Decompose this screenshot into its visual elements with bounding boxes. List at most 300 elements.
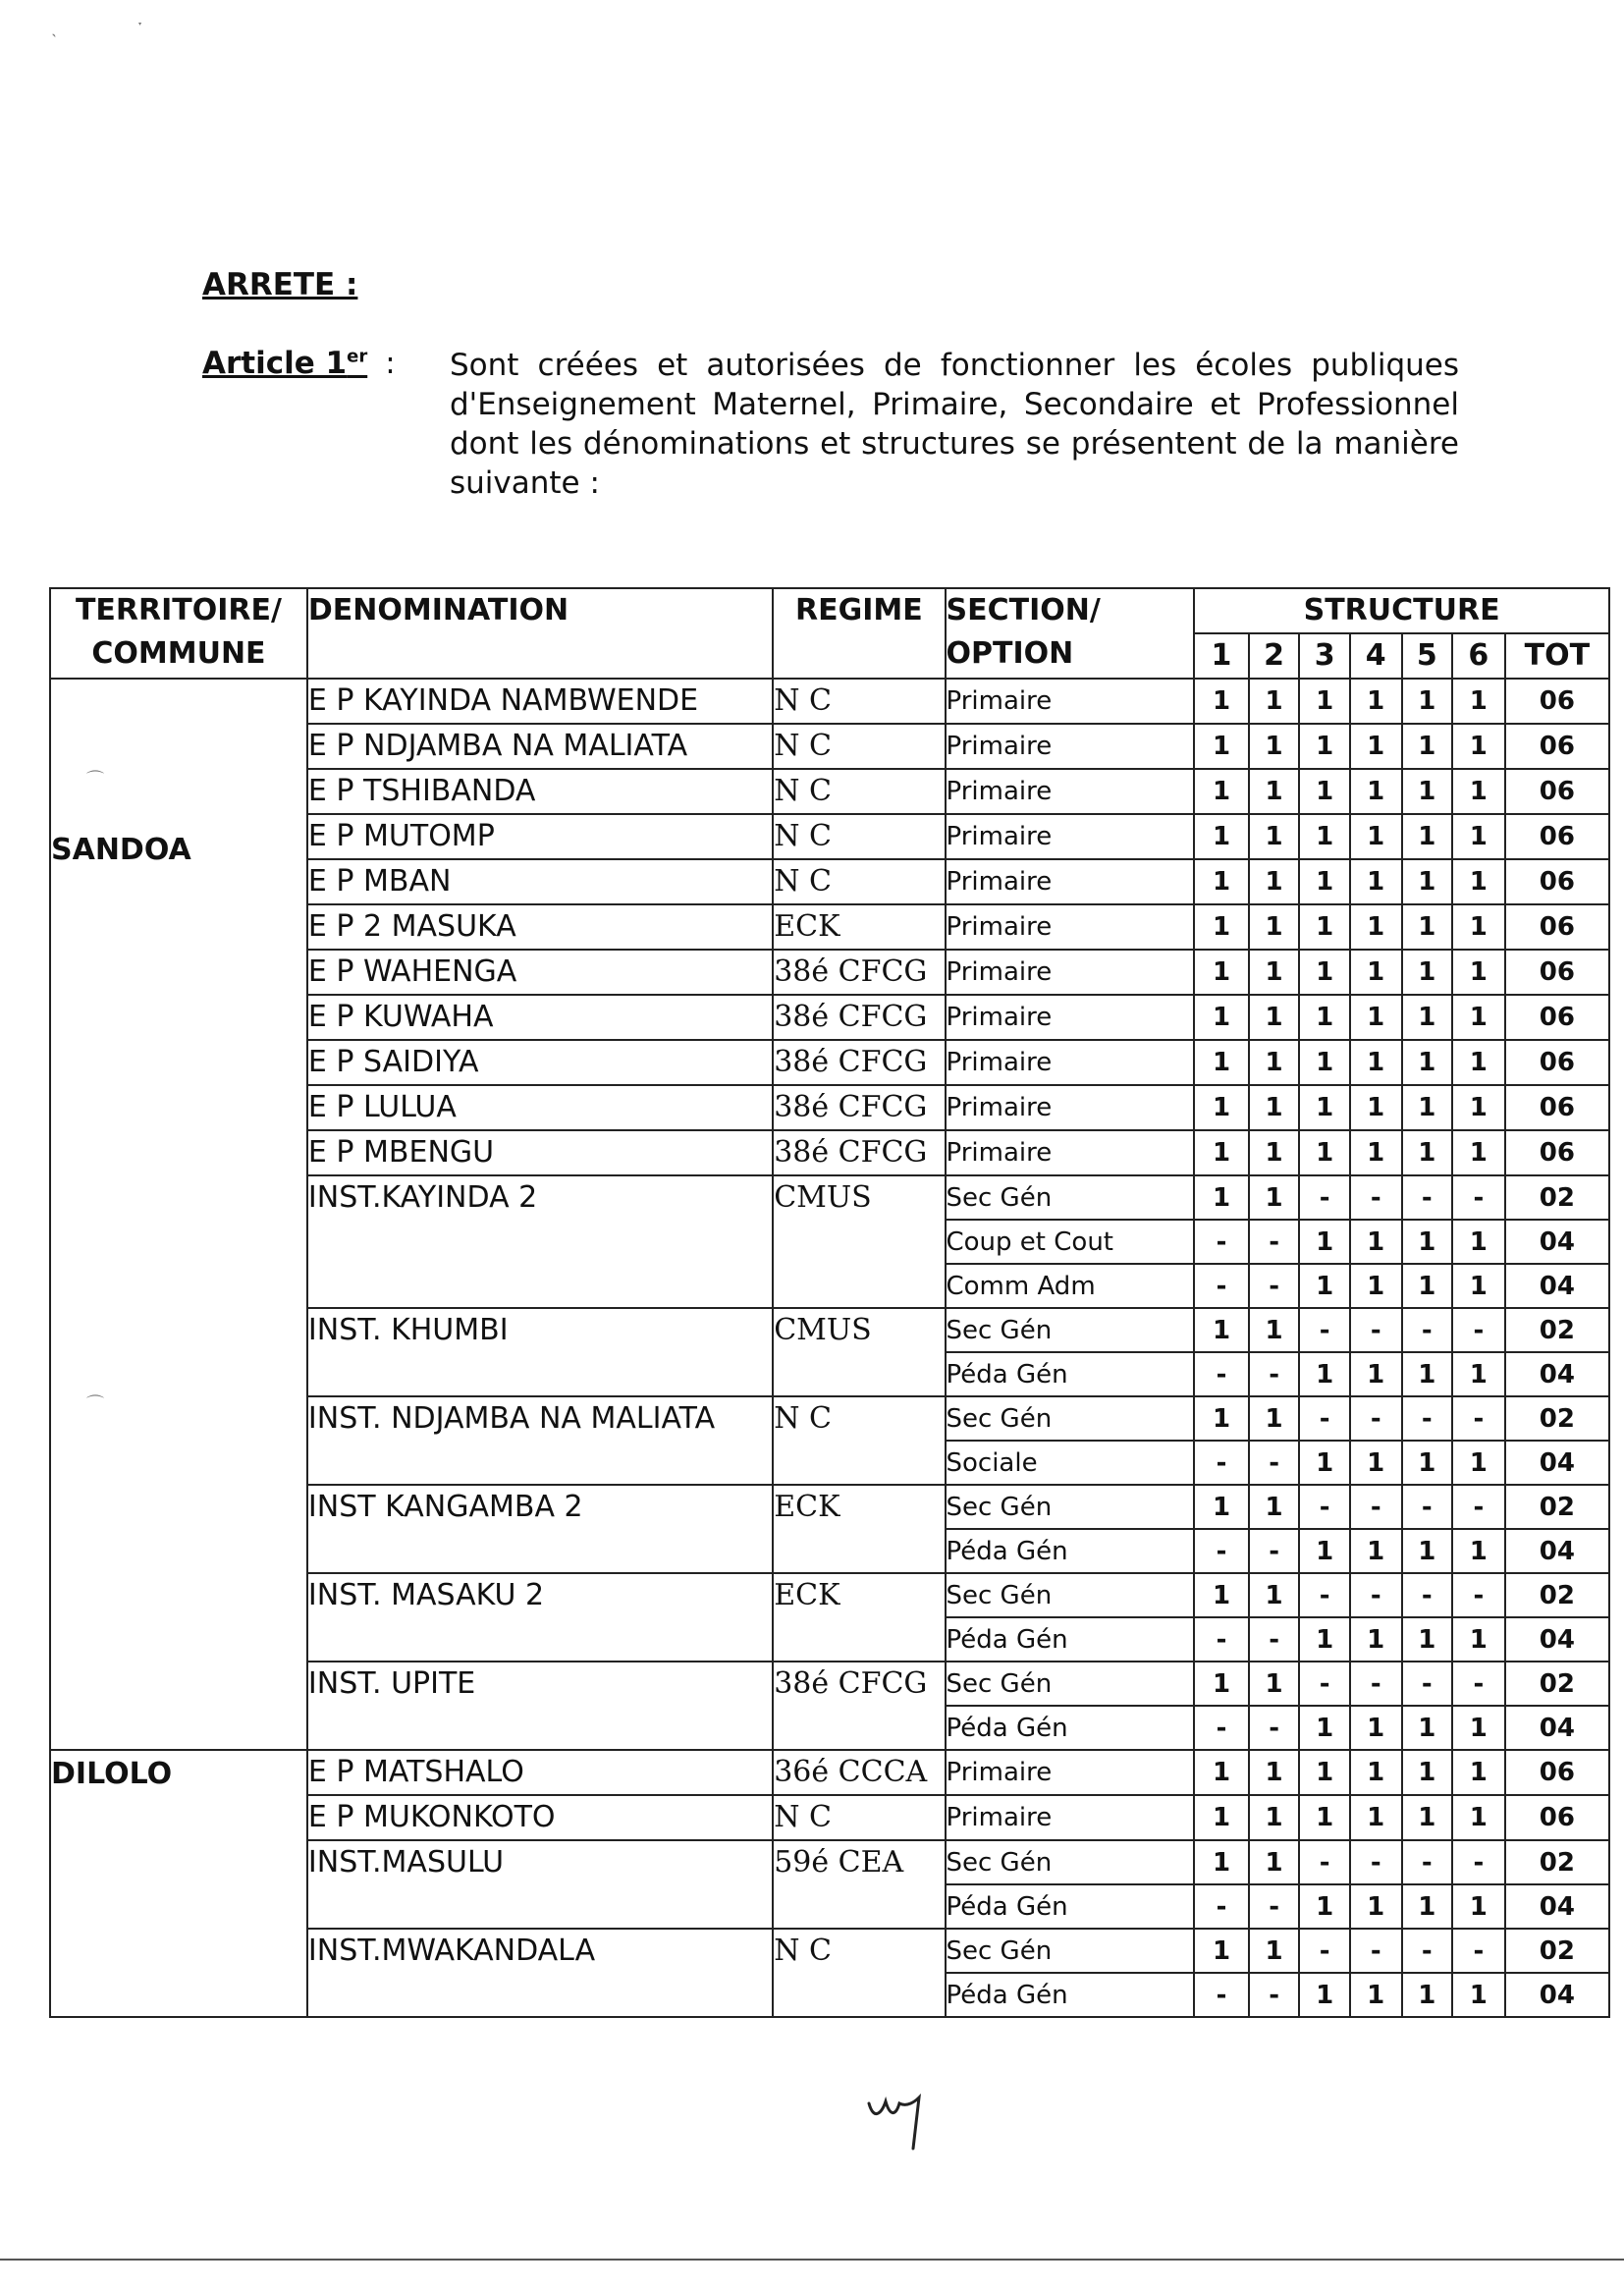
year-value: 1 — [1452, 950, 1505, 995]
header-year: 5 — [1402, 633, 1453, 679]
year-value: - — [1452, 1662, 1505, 1706]
year-value: 1 — [1452, 724, 1505, 769]
year-value: - — [1299, 1175, 1350, 1220]
schools-table — [49, 587, 1610, 2018]
year-value: 1 — [1452, 904, 1505, 950]
year-value: 1 — [1299, 904, 1350, 950]
year-value: 1 — [1452, 1529, 1505, 1573]
year-value: 1 — [1249, 1130, 1300, 1175]
section-option: Péda Gén — [946, 1884, 1195, 1929]
year-value: - — [1402, 1485, 1453, 1529]
table-body — [50, 679, 1609, 2017]
section-option: Péda Gén — [946, 1529, 1195, 1573]
section-option: Primaire — [946, 724, 1195, 769]
article-number: Article 1 — [202, 346, 348, 381]
year-value: - — [1249, 1973, 1300, 2017]
header-row-top — [50, 588, 1609, 633]
decree-heading: ARRETE : — [202, 267, 358, 302]
header-tot: TOT — [1505, 633, 1609, 679]
school-name: INST KANGAMBA 2 — [307, 1485, 773, 1573]
school-name: E P TSHIBANDA — [307, 769, 773, 814]
school-name: E P KUWAHA — [307, 995, 773, 1040]
year-value: 1 — [1194, 1040, 1249, 1085]
school-regime: 36é CCCA — [773, 1750, 945, 1795]
year-value: 1 — [1402, 679, 1453, 724]
header-regime: REGIME — [773, 588, 945, 679]
year-value: - — [1299, 1573, 1350, 1617]
total-value: 06 — [1505, 769, 1609, 814]
year-value: 1 — [1249, 950, 1300, 995]
year-value: - — [1402, 1175, 1453, 1220]
school-name: E P MATSHALO — [307, 1750, 773, 1795]
year-value: 1 — [1402, 1973, 1453, 2017]
year-value: 1 — [1350, 1085, 1402, 1130]
school-regime: ECK — [773, 1485, 945, 1573]
section-option: Péda Gén — [946, 1352, 1195, 1396]
header-section: SECTION/ OPTION — [946, 588, 1195, 679]
year-value: 1 — [1452, 1220, 1505, 1264]
year-value: - — [1194, 1264, 1249, 1308]
total-value: 06 — [1505, 1795, 1609, 1840]
year-value: 1 — [1402, 1130, 1453, 1175]
year-value: - — [1299, 1662, 1350, 1706]
year-value: 1 — [1402, 1441, 1453, 1485]
school-regime: N C — [773, 679, 945, 724]
total-value: 02 — [1505, 1662, 1609, 1706]
year-value: - — [1194, 1617, 1249, 1662]
article-text: Sont créées et autorisées de fonctionner les écoles publiques d'Enseignement Maternel, Primaire, Secondaire et Professionnel dont les dénominations et structures se présentent de la manière suivante : — [450, 348, 1459, 501]
year-value: 1 — [1402, 1529, 1453, 1573]
year-value: 1 — [1402, 1352, 1453, 1396]
section-option: Primaire — [946, 1085, 1195, 1130]
section-option: Primaire — [946, 679, 1195, 724]
section-option: Sec Gén — [946, 1396, 1195, 1441]
year-value: - — [1249, 1352, 1300, 1396]
table-row — [50, 679, 1609, 724]
year-value: 1 — [1452, 1706, 1505, 1750]
header-structure: STRUCTURE — [1194, 588, 1609, 633]
school-regime: 38é CFCG — [773, 950, 945, 995]
total-value: 02 — [1505, 1929, 1609, 1973]
year-value: 1 — [1402, 1706, 1453, 1750]
section-option: Comm Adm — [946, 1264, 1195, 1308]
section-option: Primaire — [946, 904, 1195, 950]
school-regime: N C — [773, 1396, 945, 1485]
initials-signature — [864, 2092, 933, 2151]
school-name: E P KAYINDA NAMBWENDE — [307, 679, 773, 724]
year-value: 1 — [1194, 950, 1249, 995]
year-value: - — [1194, 1441, 1249, 1485]
year-value: - — [1194, 1706, 1249, 1750]
year-value: - — [1452, 1308, 1505, 1352]
year-value: 1 — [1194, 1840, 1249, 1884]
section-option: Sec Gén — [946, 1308, 1195, 1352]
section-option: Primaire — [946, 1795, 1195, 1840]
school-regime: N C — [773, 1929, 945, 2017]
school-regime: N C — [773, 859, 945, 904]
section-option: Péda Gén — [946, 1617, 1195, 1662]
section-option: Sec Gén — [946, 1662, 1195, 1706]
total-value: 06 — [1505, 904, 1609, 950]
year-value: 1 — [1402, 1884, 1453, 1929]
year-value: - — [1249, 1264, 1300, 1308]
year-value: - — [1402, 1308, 1453, 1352]
year-value: 1 — [1402, 1085, 1453, 1130]
total-value: 06 — [1505, 1130, 1609, 1175]
header-territoire: TERRITOIRE/ COMMUNE — [50, 588, 307, 679]
year-value: 1 — [1299, 950, 1350, 995]
year-value: 1 — [1299, 1973, 1350, 2017]
total-value: 06 — [1505, 679, 1609, 724]
year-value: 1 — [1299, 1750, 1350, 1795]
scan-mark: ⌒ — [86, 770, 104, 790]
school-regime: 59é CEA — [773, 1840, 945, 1929]
territory-name: DILOLO — [51, 1757, 173, 1791]
year-value: 1 — [1249, 769, 1300, 814]
school-regime: ECK — [773, 904, 945, 950]
school-name: E P 2 MASUKA — [307, 904, 773, 950]
year-value: 1 — [1350, 904, 1402, 950]
year-value: 1 — [1249, 1662, 1300, 1706]
year-value: - — [1299, 1485, 1350, 1529]
year-value: 1 — [1299, 679, 1350, 724]
header-year: 6 — [1452, 633, 1505, 679]
section-option: Primaire — [946, 1130, 1195, 1175]
year-value: 1 — [1350, 1220, 1402, 1264]
school-name: INST.KAYINDA 2 — [307, 1175, 773, 1308]
year-value: 1 — [1194, 904, 1249, 950]
school-name: INST. UPITE — [307, 1662, 773, 1750]
year-value: 1 — [1350, 1529, 1402, 1573]
total-value: 02 — [1505, 1840, 1609, 1884]
year-value: 1 — [1249, 1929, 1300, 1973]
header-year: 3 — [1299, 633, 1350, 679]
year-value: 1 — [1299, 1352, 1350, 1396]
year-value: 1 — [1350, 724, 1402, 769]
year-value: - — [1452, 1929, 1505, 1973]
section-option: Primaire — [946, 950, 1195, 995]
year-value: - — [1452, 1573, 1505, 1617]
year-value: 1 — [1402, 995, 1453, 1040]
year-value: 1 — [1350, 769, 1402, 814]
total-value: 04 — [1505, 1884, 1609, 1929]
year-value: 1 — [1402, 1220, 1453, 1264]
year-value: 1 — [1452, 1795, 1505, 1840]
total-value: 06 — [1505, 1040, 1609, 1085]
year-value: 1 — [1452, 1040, 1505, 1085]
section-option: Sociale — [946, 1441, 1195, 1485]
school-name: E P MUTOMP — [307, 814, 773, 859]
year-value: 1 — [1299, 995, 1350, 1040]
school-name: INST. MASAKU 2 — [307, 1573, 773, 1662]
year-value: 1 — [1350, 995, 1402, 1040]
school-name: INST. KHUMBI — [307, 1308, 773, 1396]
year-value: 1 — [1194, 1396, 1249, 1441]
school-name: E P LULUA — [307, 1085, 773, 1130]
school-regime: N C — [773, 724, 945, 769]
school-name: INST.MWAKANDALA — [307, 1929, 773, 2017]
year-value: - — [1452, 1485, 1505, 1529]
scan-mark: ˴ — [51, 24, 57, 44]
year-value: - — [1350, 1485, 1402, 1529]
year-value: 1 — [1402, 904, 1453, 950]
year-value: 1 — [1194, 1308, 1249, 1352]
year-value: - — [1350, 1573, 1402, 1617]
year-value: - — [1350, 1308, 1402, 1352]
section-option: Primaire — [946, 859, 1195, 904]
year-value: 1 — [1249, 724, 1300, 769]
year-value: 1 — [1452, 995, 1505, 1040]
year-value: 1 — [1350, 1264, 1402, 1308]
year-value: 1 — [1452, 1750, 1505, 1795]
year-value: 1 — [1299, 859, 1350, 904]
year-value: 1 — [1249, 1573, 1300, 1617]
article-colon: : — [385, 346, 396, 381]
school-name: E P NDJAMBA NA MALIATA — [307, 724, 773, 769]
year-value: 1 — [1350, 1352, 1402, 1396]
school-regime: N C — [773, 1795, 945, 1840]
year-value: 1 — [1194, 769, 1249, 814]
year-value: 1 — [1194, 1795, 1249, 1840]
school-name: E P SAIDIYA — [307, 1040, 773, 1085]
section-option: Sec Gén — [946, 1485, 1195, 1529]
year-value: - — [1249, 1441, 1300, 1485]
school-name: E P WAHENGA — [307, 950, 773, 995]
year-value: 1 — [1350, 679, 1402, 724]
scan-mark: ˑ — [137, 16, 144, 36]
year-value: 1 — [1299, 1264, 1350, 1308]
year-value: 1 — [1299, 1040, 1350, 1085]
year-value: 1 — [1402, 950, 1453, 995]
year-value: - — [1299, 1396, 1350, 1441]
year-value: 1 — [1350, 859, 1402, 904]
school-regime: CMUS — [773, 1308, 945, 1396]
total-value: 04 — [1505, 1973, 1609, 2017]
year-value: - — [1402, 1840, 1453, 1884]
year-value: - — [1452, 1396, 1505, 1441]
year-value: 1 — [1249, 1485, 1300, 1529]
year-value: 1 — [1299, 1085, 1350, 1130]
section-option: Primaire — [946, 1040, 1195, 1085]
school-name: INST. NDJAMBA NA MALIATA — [307, 1396, 773, 1485]
total-value: 04 — [1505, 1529, 1609, 1573]
footer-rule — [0, 2259, 1624, 2261]
section-option: Péda Gén — [946, 1706, 1195, 1750]
year-value: 1 — [1350, 1973, 1402, 2017]
year-value: 1 — [1299, 1441, 1350, 1485]
year-value: 1 — [1350, 1706, 1402, 1750]
year-value: - — [1194, 1529, 1249, 1573]
year-value: 1 — [1350, 1617, 1402, 1662]
year-value: - — [1402, 1573, 1453, 1617]
year-value: 1 — [1402, 1617, 1453, 1662]
total-value: 06 — [1505, 1085, 1609, 1130]
year-value: 1 — [1452, 679, 1505, 724]
school-regime: 38é CFCG — [773, 1085, 945, 1130]
year-value: 1 — [1194, 1750, 1249, 1795]
section-option: Primaire — [946, 769, 1195, 814]
school-regime: 38é CFCG — [773, 995, 945, 1040]
total-value: 06 — [1505, 859, 1609, 904]
section-option: Sec Gén — [946, 1929, 1195, 1973]
year-value: 1 — [1452, 1617, 1505, 1662]
year-value: 1 — [1350, 1795, 1402, 1840]
year-value: - — [1194, 1884, 1249, 1929]
total-value: 04 — [1505, 1706, 1609, 1750]
total-value: 02 — [1505, 1396, 1609, 1441]
year-value: 1 — [1402, 1040, 1453, 1085]
year-value: 1 — [1194, 1175, 1249, 1220]
school-name: INST.MASULU — [307, 1840, 773, 1929]
year-value: 1 — [1402, 1795, 1453, 1840]
total-value: 04 — [1505, 1617, 1609, 1662]
year-value: - — [1194, 1220, 1249, 1264]
year-value: 1 — [1350, 1040, 1402, 1085]
year-value: - — [1299, 1840, 1350, 1884]
total-value: 02 — [1505, 1308, 1609, 1352]
year-value: 1 — [1194, 679, 1249, 724]
year-value: 1 — [1350, 814, 1402, 859]
year-value: 1 — [1249, 1040, 1300, 1085]
year-value: 1 — [1299, 814, 1350, 859]
territory-name: SANDOA — [51, 833, 191, 867]
year-value: 1 — [1350, 1441, 1402, 1485]
school-regime: N C — [773, 814, 945, 859]
year-value: - — [1350, 1929, 1402, 1973]
school-regime: ECK — [773, 1573, 945, 1662]
school-name: E P MBENGU — [307, 1130, 773, 1175]
year-value: 1 — [1452, 1884, 1505, 1929]
year-value: 1 — [1402, 814, 1453, 859]
year-value: 1 — [1452, 1973, 1505, 2017]
year-value: - — [1194, 1973, 1249, 2017]
total-value: 04 — [1505, 1352, 1609, 1396]
year-value: 1 — [1299, 1130, 1350, 1175]
year-value: 1 — [1299, 1220, 1350, 1264]
school-name: E P MUKONKOTO — [307, 1795, 773, 1840]
year-value: 1 — [1402, 1264, 1453, 1308]
year-value: 1 — [1452, 1085, 1505, 1130]
section-option: Sec Gén — [946, 1573, 1195, 1617]
year-value: - — [1452, 1840, 1505, 1884]
year-value: - — [1402, 1929, 1453, 1973]
year-value: 1 — [1350, 950, 1402, 995]
year-value: 1 — [1249, 1085, 1300, 1130]
year-value: 1 — [1452, 1441, 1505, 1485]
year-value: 1 — [1452, 1130, 1505, 1175]
total-value: 04 — [1505, 1220, 1609, 1264]
total-value: 06 — [1505, 814, 1609, 859]
year-value: 1 — [1249, 904, 1300, 950]
year-value: - — [1350, 1662, 1402, 1706]
section-option: Primaire — [946, 814, 1195, 859]
year-value: 1 — [1249, 1396, 1300, 1441]
year-value: - — [1249, 1617, 1300, 1662]
year-value: 1 — [1402, 1750, 1453, 1795]
header-year: 2 — [1249, 633, 1300, 679]
section-option: Coup et Cout — [946, 1220, 1195, 1264]
year-value: 1 — [1194, 1485, 1249, 1529]
year-value: 1 — [1194, 1929, 1249, 1973]
year-value: 1 — [1299, 769, 1350, 814]
total-value: 04 — [1505, 1264, 1609, 1308]
year-value: - — [1299, 1929, 1350, 1973]
year-value: 1 — [1249, 1308, 1300, 1352]
total-value: 06 — [1505, 1750, 1609, 1795]
year-value: 1 — [1249, 814, 1300, 859]
article-superscript: er — [347, 346, 368, 367]
school-regime: CMUS — [773, 1175, 945, 1308]
year-value: 1 — [1194, 1085, 1249, 1130]
section-option: Primaire — [946, 995, 1195, 1040]
year-value: 1 — [1452, 1352, 1505, 1396]
article-label — [202, 346, 396, 381]
year-value: - — [1194, 1352, 1249, 1396]
total-value: 06 — [1505, 950, 1609, 995]
header-year: 4 — [1350, 633, 1402, 679]
year-value: 1 — [1249, 1750, 1300, 1795]
section-option: Péda Gén — [946, 1973, 1195, 2017]
scan-mark: ⌒ — [86, 1394, 104, 1415]
school-regime: 38é CFCG — [773, 1040, 945, 1085]
year-value: - — [1402, 1662, 1453, 1706]
year-value: 1 — [1299, 1884, 1350, 1929]
year-value: - — [1249, 1884, 1300, 1929]
year-value: 1 — [1452, 859, 1505, 904]
section-option: Sec Gén — [946, 1175, 1195, 1220]
year-value: - — [1249, 1220, 1300, 1264]
year-value: 1 — [1350, 1884, 1402, 1929]
year-value: 1 — [1194, 1573, 1249, 1617]
year-value: - — [1350, 1396, 1402, 1441]
header-year: 1 — [1194, 633, 1249, 679]
total-value: 06 — [1505, 724, 1609, 769]
year-value: 1 — [1194, 724, 1249, 769]
total-value: 02 — [1505, 1485, 1609, 1529]
year-value: 1 — [1194, 1662, 1249, 1706]
total-value: 02 — [1505, 1573, 1609, 1617]
year-value: 1 — [1194, 995, 1249, 1040]
year-value: 1 — [1194, 814, 1249, 859]
year-value: - — [1249, 1529, 1300, 1573]
school-regime: N C — [773, 769, 945, 814]
year-value: 1 — [1452, 769, 1505, 814]
year-value: 1 — [1249, 995, 1300, 1040]
total-value: 04 — [1505, 1441, 1609, 1485]
year-value: 1 — [1402, 769, 1453, 814]
total-value: 02 — [1505, 1175, 1609, 1220]
year-value: - — [1350, 1840, 1402, 1884]
territory-cell — [50, 1750, 307, 2017]
year-value: 1 — [1299, 724, 1350, 769]
year-value: 1 — [1249, 1795, 1300, 1840]
school-name: E P MBAN — [307, 859, 773, 904]
year-value: - — [1452, 1175, 1505, 1220]
year-value: 1 — [1249, 1840, 1300, 1884]
year-value: 1 — [1452, 1264, 1505, 1308]
year-value: 1 — [1452, 814, 1505, 859]
section-option: Sec Gén — [946, 1840, 1195, 1884]
year-value: - — [1402, 1396, 1453, 1441]
year-value: 1 — [1350, 1130, 1402, 1175]
year-value: 1 — [1350, 1750, 1402, 1795]
year-value: - — [1249, 1706, 1300, 1750]
header-denomination: DENOMINATION — [307, 588, 773, 679]
year-value: 1 — [1299, 1706, 1350, 1750]
section-option: Primaire — [946, 1750, 1195, 1795]
year-value: 1 — [1299, 1529, 1350, 1573]
table-row — [50, 1750, 1609, 1795]
